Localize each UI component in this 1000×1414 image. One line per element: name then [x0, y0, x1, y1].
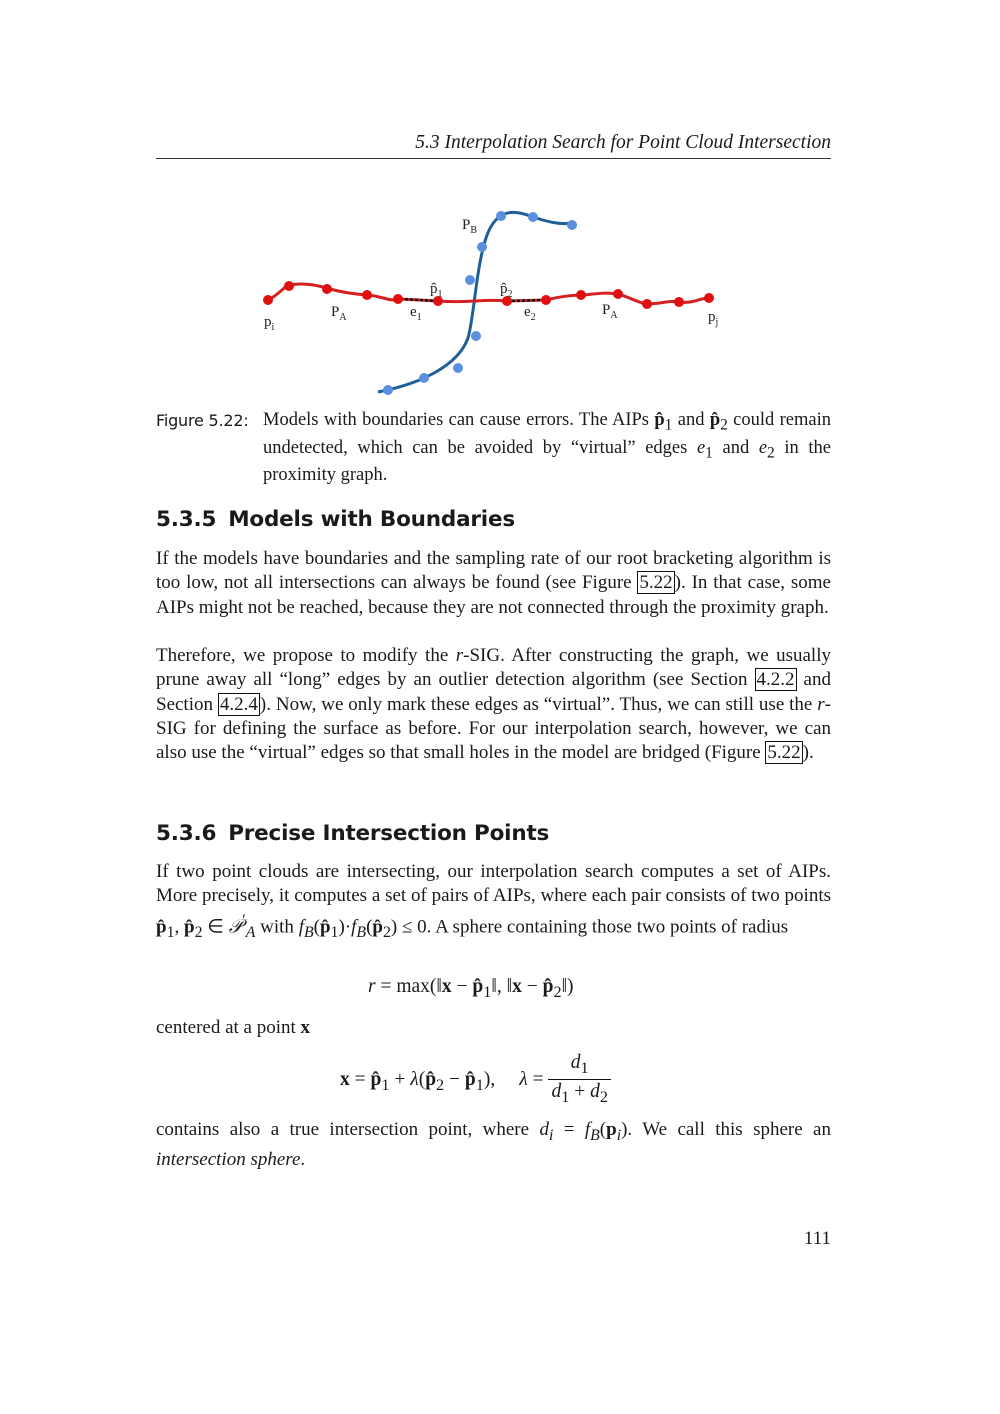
label-p2-hat: $p̂_2$ — [500, 281, 513, 300]
curve-pa — [268, 284, 709, 304]
point-b — [567, 220, 577, 230]
header-rule — [156, 158, 831, 159]
point-a — [642, 299, 652, 309]
section-heading-5-3-5: 5.3.5 Models with Boundaries — [156, 507, 515, 532]
figure-5-22-diagram — [250, 198, 730, 398]
point-a — [674, 297, 684, 307]
point-b — [383, 385, 393, 395]
point-b — [419, 373, 429, 383]
label-pj: $p_j$ — [708, 309, 719, 328]
fraction: $\frac{d_1}{d_1 + d_2}$ — [548, 1052, 611, 1109]
point-a — [541, 295, 551, 305]
point-a — [704, 293, 714, 303]
paragraph: If the models have boundaries and the sampling rate of our root bracketing algorithm is too low, not all intersections can always be found (see Figure 5.22 ). In that case, some AIPs might not be reached, because they are not connected through the proximity graph. — [156, 548, 831, 618]
cross-reference-link[interactable]: 4.2.2 — [756, 669, 795, 691]
label-pa-right: $P_A$ — [602, 302, 618, 321]
caption-label: Figure 5.22: — [156, 411, 249, 430]
caption-text: Models with boundaries can cause errors. The AIPs $p̂_1$ and $p̂_2$ could remain undetected, which can be avoided by “virtual” edges $e_1$ and $e_2$ in the proximity graph. — [263, 410, 831, 486]
point-b — [477, 242, 487, 252]
point-b — [453, 363, 463, 373]
point-a — [613, 289, 623, 299]
cross-reference-link[interactable]: 5.22 — [639, 572, 673, 594]
point-b — [471, 331, 481, 341]
point-b — [528, 212, 538, 222]
point-a — [576, 290, 586, 300]
label-pa-left: $P_A$ — [331, 304, 347, 323]
paragraph: If two point clouds are intersecting, our interpolation search computes a set of AIPs. More precisely, it computes a set of pairs of AIPs, where each pair consists of two points $p̂_1$, $p̂_2$ ∈ 𝒫′$_A$ with $f_B(p̂_1)\cdot f_B(p̂_2) \le 0$. A sphere containing those two points of radius — [156, 861, 831, 941]
figure-caption — [156, 409, 831, 487]
label-e1: $e_1$ — [410, 304, 422, 323]
label-e2: $e_2$ — [524, 304, 536, 323]
cross-reference-link[interactable]: 5.22 — [767, 742, 801, 764]
point-a — [322, 284, 332, 294]
equation-radius: r = max(‖x − $p̂_1‖$, ‖x − $p̂_2‖$) — [368, 976, 574, 1001]
point-a — [263, 295, 273, 305]
label-pb: $P_B$ — [462, 217, 478, 236]
point-a — [393, 294, 403, 304]
point-a — [362, 290, 372, 300]
defined-term: intersection sphere — [156, 1149, 301, 1171]
label-p1-hat: $p̂_1$ — [430, 281, 443, 300]
point-b — [496, 211, 506, 221]
paragraph: Therefore, we propose to modify the r-SIG. After constructing the graph, we usually prune away all “long” edges by an outlier detection algorithm (see Section 4.2.2 and Section 4.2.4 ). Now, we only mark these edges as “virtual”. Thus, we can still use the r-SIG for defining the surface as before. For our interpolation search, however, we can also use the “virtual” edges so that small holes in the model are bridged (Figure 5.22 ). — [156, 645, 831, 764]
running-header: 5.3 Interpolation Search for Point Cloud Intersection — [415, 132, 831, 153]
page-number: 111 — [803, 1228, 831, 1249]
point-b — [465, 275, 475, 285]
paragraph: contains also a true intersection point, where $d_i = f_B(p_i)$. We call this sphere an intersection sphere. — [156, 1119, 831, 1171]
equation-center: $x = p̂_1$ + $\lambda(p̂_2$ − $p̂_1$), λ = $\frac{d_1}{d_1 + d_2}$ — [340, 1052, 611, 1109]
paragraph: centered at a point x — [156, 1017, 311, 1038]
point-a — [284, 281, 294, 291]
label-pi: $p_i$ — [264, 314, 275, 333]
cross-reference-link[interactable]: 4.2.4 — [219, 693, 258, 715]
section-heading-5-3-6: 5.3.6 Precise Intersection Points — [156, 821, 550, 846]
